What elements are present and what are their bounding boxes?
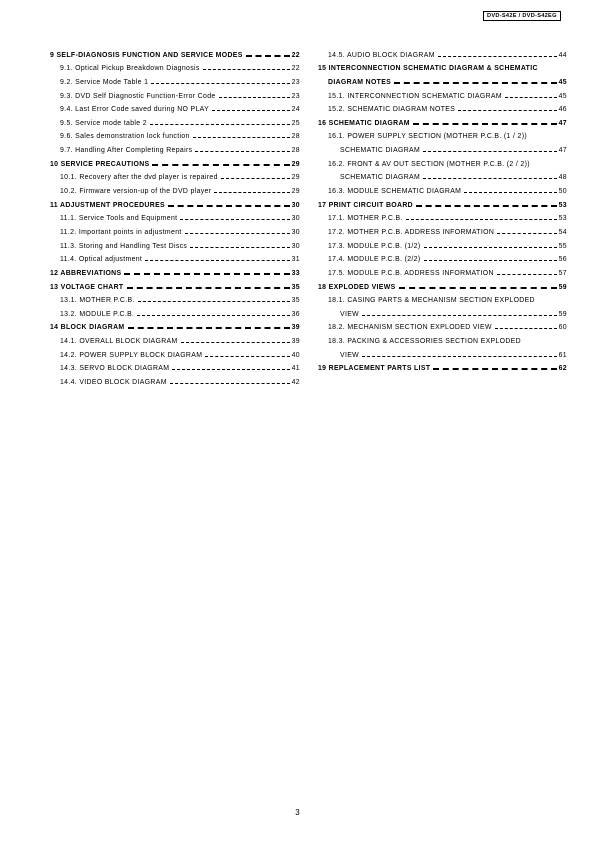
toc-entry[interactable] [318,169,567,183]
toc-entry-page: 53 [558,215,567,223]
toc-leader-line [212,110,290,111]
toc-leader-line [362,315,557,316]
toc-entry[interactable] [318,292,567,306]
toc-entry[interactable] [50,237,300,251]
toc-entry-page: 54 [558,228,567,236]
toc-entry-page: 30 [291,242,300,250]
toc-entry-title: 9.4. Last Error Code saved during NO PLAY [60,106,210,114]
toc-leader-line [246,55,290,57]
toc-entry-page: 53 [558,201,567,209]
toc-entry-title: 16.1. POWER SUPPLY SECTION (MOTHER P.C.B. (1 / 2)) [328,133,527,141]
toc-leader-line [150,124,290,125]
toc-entry[interactable] [318,237,567,251]
toc-entry-page: 46 [558,106,567,114]
toc-leader-line [424,247,557,248]
toc-entry-title: 11.3. Storing and Handling Test Discs [60,242,188,250]
toc-entry[interactable] [50,114,300,128]
toc-entry-title: 10.1. Recovery after the dvd player is repaired [60,174,218,182]
toc-leader-line [193,137,290,138]
toc-leader-line [219,97,290,98]
toc-leader-line [195,151,289,152]
toc-leader-line [362,356,557,357]
toc-leader-line [205,356,289,357]
toc-entry[interactable] [318,141,567,155]
toc-left-column [50,46,300,387]
toc-entry-page: 57 [558,269,567,277]
toc-entry-page: 36 [291,310,300,318]
toc-entry-page: 56 [558,256,567,264]
toc-entry-title: 14.1. OVERALL BLOCK DIAGRAM [60,338,178,346]
toc-entry[interactable] [50,292,300,306]
toc-entry[interactable] [318,210,567,224]
toc-entry-title: 15.2. SCHEMATIC DIAGRAM NOTES [328,106,456,114]
toc-entry-title: 13.1. MOTHER P.C.B. [60,297,135,305]
toc-entry[interactable] [50,46,300,60]
toc-entry-page: 48 [558,174,567,182]
toc-entry-title: 17.2. MOTHER P.C.B. ADDRESS INFORMATION [328,228,495,236]
toc-entry[interactable] [318,46,567,60]
toc-entry[interactable] [318,87,567,101]
toc-entry-title: 16.2. FRONT & AV OUT SECTION (MOTHER P.C.B. (2 / 2)) [328,160,530,168]
toc-entry-page: 40 [291,351,300,359]
toc-entry[interactable] [318,155,567,169]
toc-leader-line [458,110,556,111]
toc-entry-page: 41 [291,365,300,373]
toc-leader-line [495,328,557,329]
toc-entry[interactable] [318,73,567,87]
toc-leader-line [406,219,557,220]
toc-leader-line [128,327,290,329]
toc-entry-page: 22 [291,51,300,59]
toc-leader-line [221,178,290,179]
toc-entry[interactable] [318,360,567,374]
toc-leader-line [214,192,289,193]
toc-entry[interactable] [318,251,567,265]
toc-entry[interactable] [50,305,300,319]
toc-entry[interactable] [50,87,300,101]
toc-leader-line [424,260,557,261]
toc-entry-title: 9.1. Optical Pickup Breakdown Diagnosis [60,65,200,73]
toc-entry-page: 39 [291,338,300,346]
toc-entry-title: 9 SELF-DIAGNOSIS FUNCTION AND SERVICE MODES [50,51,243,59]
toc-leader-line [416,205,557,207]
toc-leader-line [138,301,290,302]
toc-entry-page: 30 [291,201,300,209]
toc-entry[interactable] [318,305,567,319]
toc-leader-line [399,287,557,289]
toc-entry[interactable] [50,210,300,224]
toc-entry[interactable] [50,155,300,169]
toc-leader-line [180,219,289,220]
toc-entry[interactable] [318,278,567,292]
toc-entry-page: 55 [558,242,567,250]
toc-entry-title: 12 ABBREVIATIONS [50,269,122,277]
toc-leader-line [497,233,556,234]
toc-entry[interactable] [50,373,300,387]
toc-entry[interactable] [50,128,300,142]
toc-entry[interactable] [318,332,567,346]
toc-entry-title: 10 SERVICE PRECAUTIONS [50,160,150,168]
toc-entry[interactable] [50,346,300,360]
toc-entry-title: 15.1. INTERCONNECTION SCHEMATIC DIAGRAM [328,92,502,100]
toc-entry-title: 13.2. MODULE P.C.B. [60,310,135,318]
toc-entry-title: 16.3. MODULE SCHEMATIC DIAGRAM [328,188,462,196]
toc-entry-title: 16 SCHEMATIC DIAGRAM [318,119,410,127]
toc-leader-line [190,247,289,248]
toc-right-column [318,46,567,373]
toc-leader-line [137,315,289,316]
toc-leader-line [181,342,290,343]
toc-leader-line [423,178,557,179]
toc-leader-line [124,273,289,275]
toc-entry[interactable] [318,128,567,142]
toc-entry-title: 13 VOLTAGE CHART [50,283,124,291]
toc-entry-title: 9.7. Handling After Completing Repairs [60,147,193,155]
toc-leader-line [413,123,557,125]
toc-entry-page: 28 [291,133,300,141]
toc-entry-page: 29 [291,188,300,196]
toc-entry[interactable] [50,319,300,333]
toc-entry-title: 9.3. DVD Self Diagnostic Function-Error Code [60,92,216,100]
toc-entry-page: 50 [558,188,567,196]
toc-entry[interactable] [318,101,567,115]
toc-entry-title: 14.5. AUDIO BLOCK DIAGRAM [328,51,435,59]
toc-entry-title: 17 PRINT CIRCUIT BOARD [318,201,413,209]
toc-entry-page: 61 [558,351,567,359]
toc-leader-line [203,69,290,70]
toc-entry[interactable] [50,73,300,87]
toc-entry-title: 17.4. MODULE P.C.B. (2/2) [328,256,421,264]
toc-entry-page: 23 [291,92,300,100]
toc-entry[interactable] [50,360,300,374]
toc-entry[interactable] [318,196,567,210]
toc-leader-line [423,151,557,152]
toc-entry-page: 62 [558,365,567,373]
toc-entry-title: 18.3. PACKING & ACCESSORIES SECTION EXPLODED [328,338,521,346]
toc-entry-page: 42 [291,379,300,387]
toc-leader-line [497,274,557,275]
toc-entry-page: 45 [558,78,567,86]
toc-entry-title: 10.2. Firmware version-up of the DVD player [60,188,212,196]
toc-entry-title: 17.1. MOTHER P.C.B. [328,215,403,223]
toc-entry[interactable] [318,346,567,360]
toc-entry-page: 29 [291,160,300,168]
toc-entry-title: 9.2. Service Mode Table 1 [60,78,149,86]
toc-entry[interactable] [318,60,567,74]
toc-entry-page: 59 [558,283,567,291]
toc-entry-title: 11.2. Important points in adjustment [60,228,182,236]
toc-entry-title: 18.1. CASING PARTS & MECHANISM SECTION EXPLODED [328,297,535,305]
toc-entry[interactable] [50,182,300,196]
toc-entry-page: 47 [558,147,567,155]
toc-entry[interactable] [318,264,567,278]
toc-entry-page: 31 [291,256,300,264]
toc-entry-page: 60 [558,324,567,332]
toc-entry-title: 9.6. Sales demonstration lock function [60,133,190,141]
toc-entry[interactable] [50,169,300,183]
toc-entry-title: 18.2. MECHANISM SECTION EXPLODED VIEW [328,324,492,332]
toc-leader-line [151,83,289,84]
toc-entry-page: 35 [291,297,300,305]
toc-leader-line [433,368,556,370]
toc-leader-line [505,97,557,98]
toc-entry-title: VIEW [340,351,360,359]
toc-entry[interactable] [50,223,300,237]
toc-entry[interactable] [50,60,300,74]
model-badge: DVD-S42E / DVD-S42EG [483,11,561,21]
toc-entry-title: 9.5. Service mode table 2 [60,119,147,127]
toc-leader-line [127,287,290,289]
toc-leader-line [145,260,289,261]
toc-entry-page: 59 [558,310,567,318]
toc-entry-page: 25 [291,119,300,127]
toc-entry-page: 30 [291,228,300,236]
toc-entry[interactable] [318,114,567,128]
toc-entry-title: SCHEMATIC DIAGRAM [340,174,421,182]
toc-entry-title: 11.4. Optical adjustment [60,256,143,264]
toc-entry[interactable] [318,319,567,333]
toc-entry-page: 30 [291,215,300,223]
toc-leader-line [185,233,290,234]
toc-entry[interactable] [50,101,300,115]
toc-entry-title: 15 INTERCONNECTION SCHEMATIC DIAGRAM & SCHEMATIC [318,65,538,73]
toc-entry[interactable] [50,278,300,292]
toc-entry-title: 14 BLOCK DIAGRAM [50,324,125,332]
toc-entry[interactable] [50,196,300,210]
toc-leader-line [464,192,556,193]
toc-entry-page: 35 [291,283,300,291]
toc-entry[interactable] [50,141,300,155]
toc-entry-title: 19 REPLACEMENT PARTS LIST [318,365,431,373]
toc-entry-page: 33 [291,269,300,277]
page-number: 3 [295,808,300,817]
toc-entry-title: 14.3. SERVO BLOCK DIAGRAM [60,365,170,373]
toc-entry-title: SCHEMATIC DIAGRAM [340,147,421,155]
toc-entry-page: 28 [291,147,300,155]
toc-entry[interactable] [318,223,567,237]
toc-entry-page: 22 [291,65,300,73]
toc-entry-page: 29 [291,174,300,182]
toc-entry[interactable] [50,251,300,265]
toc-entry[interactable] [50,332,300,346]
toc-entry-page: 39 [291,324,300,332]
toc-entry[interactable] [318,182,567,196]
toc-entry-title: 11.1. Service Tools and Equipment [60,215,178,223]
toc-entry-title: DIAGRAM NOTES [328,78,392,86]
toc-entry-title: VIEW [340,310,360,318]
toc-entry-title: 14.4. VIDEO BLOCK DIAGRAM [60,379,167,387]
toc-entry-page: 47 [558,119,567,127]
toc-leader-line [394,82,557,84]
toc-entry-title: 18 EXPLODED VIEWS [318,283,396,291]
toc-entry-page: 23 [291,78,300,86]
toc-entry-page: 44 [558,51,567,59]
toc-leader-line [152,164,289,166]
toc-entry-page: 45 [558,92,567,100]
toc-entry-page: 24 [291,106,300,114]
toc-entry-title: 11 ADJUSTMENT PROCEDURES [50,201,165,209]
toc-leader-line [168,205,290,207]
toc-leader-line [170,383,290,384]
toc-entry-title: 14.2. POWER SUPPLY BLOCK DIAGRAM [60,351,203,359]
toc-leader-line [172,369,289,370]
toc-entry-title: 17.5. MODULE P.C.B. ADDRESS INFORMATION [328,269,494,277]
toc-entry-title: 17.3. MODULE P.C.B. (1/2) [328,242,421,250]
toc-leader-line [438,56,557,57]
toc-entry[interactable] [50,264,300,278]
